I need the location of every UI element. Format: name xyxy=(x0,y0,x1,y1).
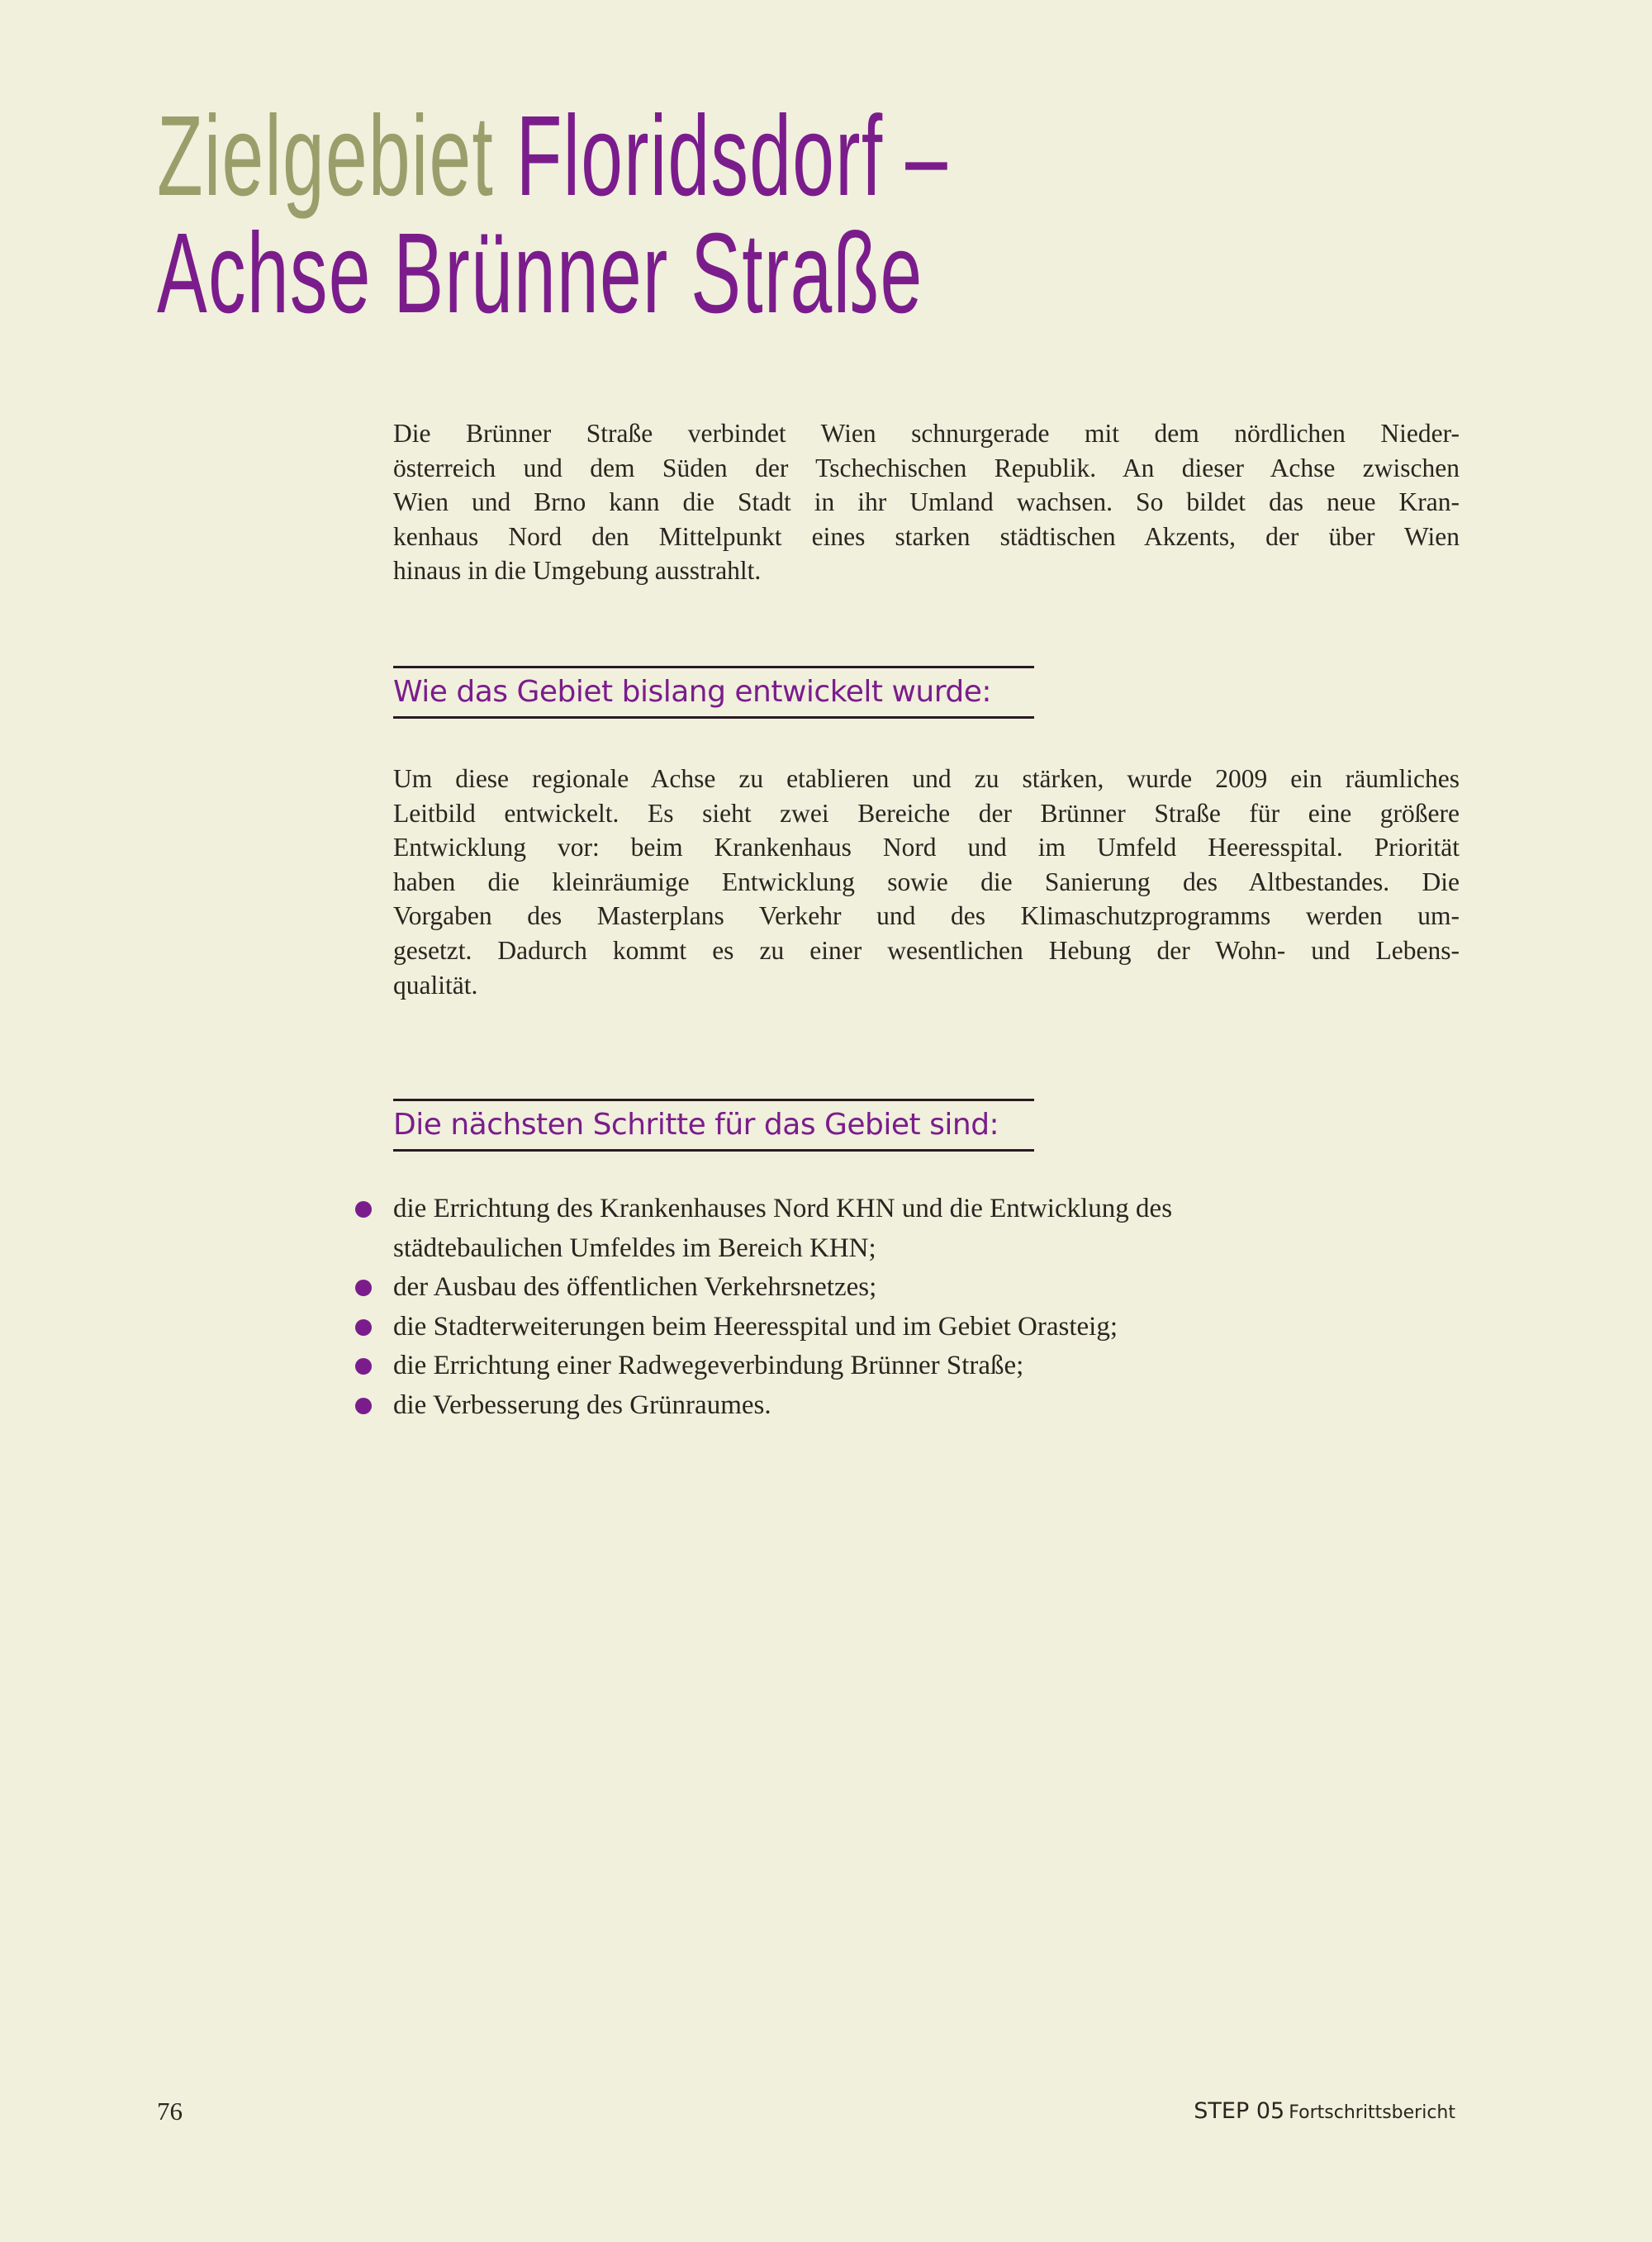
list-item-text: die Errichtung des Krankenhauses Nord KHN und die Entwicklung des xyxy=(393,1194,1173,1223)
page-title xyxy=(157,93,949,337)
title-purple: Floridsdorf – xyxy=(515,93,949,220)
title-line-1 xyxy=(157,93,949,220)
section-heading-next-steps: Die nächsten Schritte für das Gebiet sind: xyxy=(393,1099,1034,1152)
title-line-2: Achse Brünner Straße xyxy=(157,210,923,337)
text-line: kenhaus Nord den Mittelpunkt eines starken städtischen Akzents, der über Wien xyxy=(393,521,1460,551)
title-olive: Zielgebiet xyxy=(157,93,495,220)
list-item xyxy=(355,1386,1172,1426)
text-line: österreich und dem Süden der Tschechischen Republik. An dieser Achse zwischen xyxy=(393,453,1460,482)
list-item-text: die Verbesserung des Grünraumes. xyxy=(393,1389,771,1420)
list-item-text: der Ausbau des öffentlichen Verkehrsnetzes; xyxy=(393,1272,877,1302)
next-steps-list xyxy=(355,1190,1172,1425)
list-item-text: die Errichtung einer Radwegeverbindung Brünner Straße; xyxy=(393,1351,1024,1380)
bullet-icon xyxy=(355,1398,372,1414)
bullet-icon xyxy=(355,1319,372,1336)
list-item-text: die Stadterweiterungen beim Heeresspital und im Gebiet Orasteig; xyxy=(393,1311,1118,1342)
text-line: hinaus in die Umgebung ausstrahlt. xyxy=(393,556,762,586)
text-line: gesetzt. Dadurch kommt es zu einer wesentlichen Hebung der Wohn- und Lebens- xyxy=(393,935,1460,965)
section-heading-history: Wie das Gebiet bislang entwickelt wurde: xyxy=(393,666,1034,719)
footer-subtitle: Fortschrittsbericht xyxy=(1289,2102,1455,2123)
bullet-icon xyxy=(355,1280,372,1296)
list-item xyxy=(355,1268,1172,1308)
history-paragraph xyxy=(393,762,1460,1002)
intro-paragraph xyxy=(393,416,1460,588)
bullet-icon xyxy=(355,1201,372,1218)
text-line: Leitbild entwickelt. Es sieht zwei Bereiche der Brünner Straße für eine größere xyxy=(393,798,1460,828)
text-line: qualität. xyxy=(393,970,478,1000)
text-line: Um diese regionale Achse zu etablieren und zu stärken, wurde 2009 ein räumliches xyxy=(393,764,1460,793)
text-line: Wien und Brno kann die Stadt in ihr Umland wachsen. So bildet das neue Kran- xyxy=(393,487,1460,517)
page-number: 76 xyxy=(157,2097,183,2126)
text-line: Vorgaben des Masterplans Verkehr und des Klimaschutzprogramms werden um- xyxy=(393,901,1460,931)
footer-publication: STEP 05 xyxy=(1194,2098,1285,2124)
text-line: Entwicklung vor: beim Krankenhaus Nord und im Umfeld Heeresspital. Priorität xyxy=(393,833,1460,862)
list-item xyxy=(355,1347,1172,1386)
bullet-icon xyxy=(355,1358,372,1375)
text-line: Die Brünner Straße verbindet Wien schnurgerade mit dem nördlichen Nieder- xyxy=(393,419,1460,448)
list-item xyxy=(355,1308,1172,1347)
list-item-text: städtebaulichen Umfeldes im Bereich KHN; xyxy=(393,1233,876,1263)
running-footer xyxy=(1194,2098,1455,2124)
list-item xyxy=(355,1190,1172,1268)
text-line: haben die kleinräumige Entwicklung sowie die Sanierung des Altbestandes. Die xyxy=(393,867,1460,896)
